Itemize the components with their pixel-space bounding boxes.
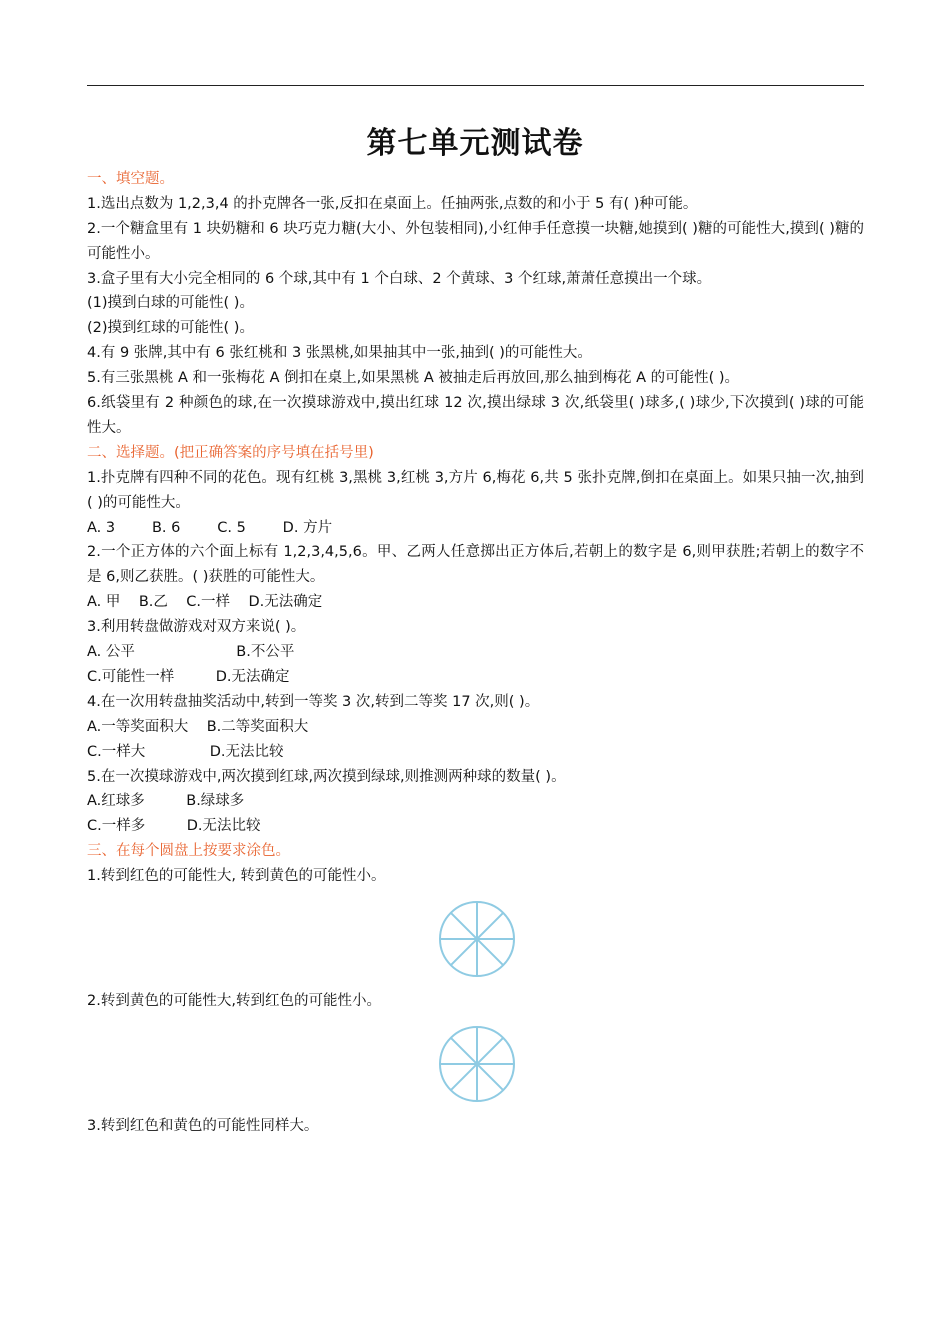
section-heading-coloring: 三、在每个圆盘上按要求涂色。: [87, 843, 290, 860]
choice-question-2: 2.一个正方体的六个面上标有 1,2,3,4,5,6。甲、乙两人任意掷出正方体后,若朝上的数字是 6,则甲获胜;若朝上的数字不是 6,则乙获胜。( )获胜的可能性大。: [87, 544, 864, 586]
fill-question-3: 3.盒子里有大小完全相同的 6 个球,其中有 1 个白球、2 个黄球、3 个红球,萧萧任意摸出一个球。: [87, 270, 712, 287]
choice-question-3-options-row-1: A. 公平 B.不公平: [87, 644, 295, 661]
choice-question-2-options: A. 甲 B.乙 C.一样 D.无法确定: [87, 594, 323, 611]
spinner-wheel-2[interactable]: [437, 1024, 517, 1104]
coloring-question-1: 1.转到红色的可能性大, 转到黄色的可能性小。: [87, 868, 386, 885]
choice-question-3: 3.利用转盘做游戏对双方来说( )。: [87, 619, 306, 636]
fill-question-5: 5.有三张黑桃 A 和一张梅花 A 倒扣在桌上,如果黑桃 A 被抽走后再放回,那么抽到梅花 A 的可能性( )。: [87, 370, 740, 387]
fill-question-4: 4.有 9 张牌,其中有 6 张红桃和 3 张黑桃,如果抽其中一张,抽到( )的可能性大。: [87, 345, 592, 362]
worksheet-body: [87, 167, 864, 1139]
fill-question-2: 2.一个糖盒里有 1 块奶糖和 6 块巧克力糖(大小、外包装相同),小红伸手任意摸一块糖,她摸到( )糖的可能性大,摸到( )糖的可能性小。: [87, 220, 864, 262]
fill-question-6: 6.纸袋里有 2 种颜色的球,在一次摸球游戏中,摸出红球 12 次,摸出绿球 3 次,纸袋里( )球多,( )球少,下次摸到( )球的可能性大。: [87, 395, 864, 436]
choice-question-4-options-row-1: A.一等奖面积大 B.二等奖面积大: [87, 718, 309, 735]
section-heading-fill: 一、填空题。: [87, 171, 174, 187]
choice-question-4: 4.在一次用转盘抽奖活动中,转到一等奖 3 次,转到二等奖 17 次,则( )。: [87, 693, 540, 710]
fill-question-3-part-2: (2)摸到红球的可能性( )。: [87, 320, 254, 337]
spinner-wheel-container-1: [87, 889, 864, 989]
fill-question-1: 1.选出点数为 1,2,3,4 的扑克牌各一张,反扣在桌面上。任抽两张,点数的和小于 5 有( )种可能。: [87, 195, 698, 212]
spinner-wheel-1[interactable]: [437, 899, 517, 979]
choice-question-5-options-row-1: A.红球多 B.绿球多: [87, 793, 245, 810]
choice-question-3-options-row-2: C.可能性一样 D.无法确定: [87, 668, 290, 685]
choice-question-5-options-row-2: C.一样多 D.无法比较: [87, 818, 261, 835]
coloring-question-2: 2.转到黄色的可能性大,转到红色的可能性小。: [87, 992, 381, 1009]
coloring-question-3: 3.转到红色和黄色的可能性同样大。: [87, 1117, 319, 1134]
page-title: 第七单元测试卷: [366, 126, 584, 161]
spinner-wheel-container-2: [87, 1014, 864, 1114]
choice-question-4-options-row-2: C.一样大 D.无法比较: [87, 743, 284, 760]
choice-question-1-options: A. 3 B. 6 C. 5 D. 方片: [87, 519, 333, 536]
header-rule: [87, 85, 864, 86]
fill-question-3-part-1: (1)摸到白球的可能性( )。: [87, 295, 254, 312]
choice-question-1: 1.扑克牌有四种不同的花色。现有红桃 3,黑桃 3,红桃 3,方片 6,梅花 6,共 5 张扑克牌,倒扣在桌面上。如果只抽一次,抽到( )的可能性大。: [87, 469, 864, 511]
section-heading-choice: 二、选择题。(把正确答案的序号填在括号里): [87, 444, 374, 461]
choice-question-5: 5.在一次摸球游戏中,两次摸到红球,两次摸到绿球,则推测两种球的数量( )。: [87, 768, 566, 785]
